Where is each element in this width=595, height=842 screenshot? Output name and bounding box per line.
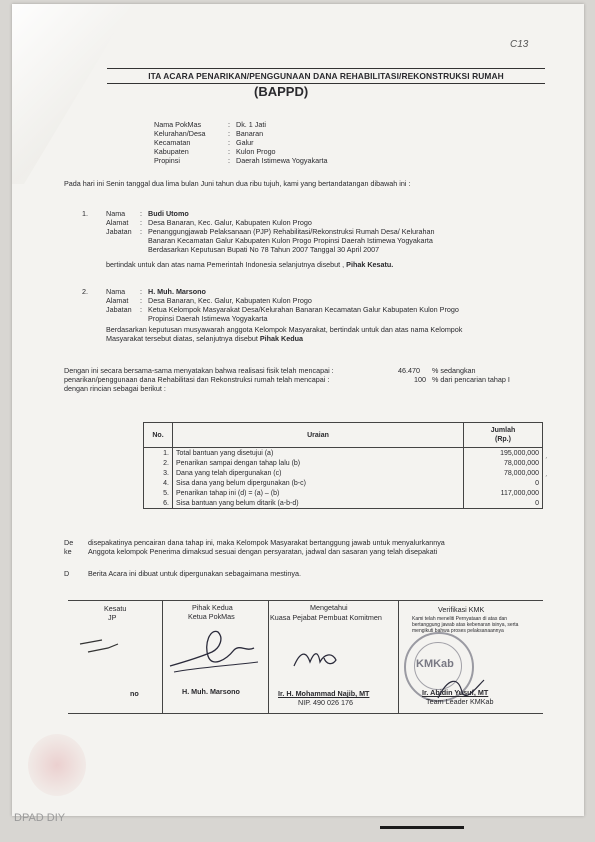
redaction-bar [380, 826, 464, 829]
cell-uraian: Sisa bantuan yang belum ditarik (a-b-d) [173, 498, 464, 509]
statement-line: penarikan/penggunaan dana Rehabilitasi dan Rekonstruksi rumah telah mencapai : [64, 375, 330, 384]
cell-jumlah: 195,000,000 [464, 448, 543, 459]
table-header-row [144, 423, 543, 448]
field-colon: : [140, 227, 142, 236]
signature-name: Ir. Abidin Yusuf, MT [422, 688, 489, 697]
party-closing [106, 260, 393, 269]
cell-jumlah: 117,000,000 [464, 488, 543, 498]
cell-no: 3. [144, 468, 173, 478]
jumlah-unit: (Rp.) [495, 436, 511, 443]
signature-scribble-3 [288, 640, 348, 674]
cell-jumlah: 0 [464, 478, 543, 488]
verification-note: Kami telah meneliti Pernyataan di atas dan [412, 616, 508, 622]
info-colon: : [228, 138, 230, 147]
field-colon: : [140, 209, 142, 218]
party-number: 2. [82, 287, 88, 296]
signature-title: JP [108, 613, 117, 622]
cell-jumlah: 78,000,000 [464, 458, 543, 468]
signature-nip: NIP. 490 026 176 [298, 698, 354, 707]
signature-title: Verifikasi KMK [438, 605, 485, 614]
document-abbreviation: (BAPPD) [254, 84, 309, 99]
signature-name: no [130, 689, 139, 698]
info-colon: : [228, 129, 230, 138]
signature-name: H. Muh. Marsono [182, 687, 240, 696]
verification-note: mengikuti bahwa proses pelaksanaannya [412, 628, 504, 634]
signature-title: Ketua PokMas [188, 612, 235, 621]
table-row [144, 488, 543, 498]
info-value: Daerah Istimewa Yogyakarta [236, 156, 328, 165]
cell-jumlah: 0 [464, 498, 543, 509]
party-address: Desa Banaran, Kec. Galur, Kabupaten Kulon Progo [148, 218, 312, 227]
cell-no: 4. [144, 478, 173, 488]
paragraph-fragment: D [64, 569, 70, 578]
cell-no: 6. [144, 498, 173, 509]
field-label: Nama [106, 209, 126, 218]
info-label: Kelurahan/Desa [154, 129, 206, 138]
party-name: Budi Utomo [148, 209, 189, 218]
statement-line: dengan rincian sebagai berikut : [64, 384, 166, 393]
info-value: Kulon Progo [236, 147, 276, 156]
field-colon: : [140, 218, 142, 227]
cell-uraian: Penarikan sampai dengan tahap lalu (b) [173, 458, 464, 468]
party-closing: Berdasarkan keputusan musyawarah anggota Kelompok Masyarakat, bertindak untuk dan atas nama Kelompok [106, 325, 463, 334]
check-mark: ˊ [545, 474, 548, 483]
column-divider [268, 601, 269, 713]
paragraph-fragment: De [64, 538, 74, 547]
party-designation: Pihak Kedua [259, 334, 303, 343]
column-divider [398, 601, 399, 713]
field-colon: : [140, 305, 142, 314]
cell-jumlah: 78,000,000 [464, 468, 543, 478]
signature-title: Pihak Kedua [192, 603, 233, 612]
statement-line: Dengan ini secara bersama-sama menyatakan bahwa realisasi fisik telah mencapai : [64, 366, 334, 375]
field-colon: : [140, 287, 142, 296]
column-header-no: No. [144, 423, 173, 448]
info-label: Nama PokMas [154, 120, 202, 129]
party-name: H. Muh. Marsono [148, 287, 206, 296]
fund-usage-value: 100 [414, 375, 426, 384]
signature-scribble-2 [164, 622, 264, 678]
statement-unit: % dari pencarian tahap I [432, 375, 510, 384]
field-label: Jabatan [106, 227, 132, 236]
paragraph-line: Anggota kelompok Penerima dimaksud sesuai dengan persyaratan, jadwal dan sasaran yang telah disepakati [88, 547, 438, 556]
signature-role: Team Leader KMKab [426, 697, 494, 706]
closing-text: Masyarakat tersebut diatas, selanjutnya disebut [106, 334, 258, 343]
table-row [144, 498, 543, 509]
info-value: Galur [236, 138, 254, 147]
folded-corner [12, 4, 132, 184]
info-value: Dk. 1 Jati [236, 120, 266, 129]
check-mark: ˊ [545, 456, 548, 465]
cell-uraian: Total bantuan yang disetujui (a) [173, 448, 464, 459]
party-designation: Pihak Kesatu. [346, 260, 394, 269]
cell-no: 2. [144, 458, 173, 468]
signature-title: Mengetahui [310, 603, 348, 612]
cell-uraian: Penarikan tahap ini (d) = (a) – (b) [173, 488, 464, 498]
info-label: Kecamatan [154, 138, 191, 147]
verification-note: bertanggung jawab atas kebenaran isinya, serta [412, 622, 519, 628]
watermark: DPAD DIY [14, 812, 66, 824]
field-label: Alamat [106, 296, 129, 305]
field-label: Alamat [106, 218, 129, 227]
stamp-text: KMKab [416, 658, 454, 670]
table-row [144, 478, 543, 488]
closing-text: bertindak untuk dan atas nama Pemerintah Indonesia selanjutnya disebut , [106, 260, 345, 269]
signature-scribble-4 [432, 668, 492, 708]
party-position: Banaran Kecamatan Galur Kabupaten Kulon Progo Propinsi Daerah Istimewa Yogyakarta [148, 236, 433, 245]
column-divider [162, 601, 163, 713]
paragraph-line: disepakatinya pencairan dana tahap ini, maka Kelompok Masyarakat bertanggung jawab untuk menyalurkannya [88, 538, 445, 547]
party-position: Berdasarkan Keputusan Bupati No 78 Tahun 2007 Tanggal 30 April 2007 [148, 245, 380, 254]
party-closing [106, 334, 303, 343]
info-colon: : [228, 156, 230, 165]
intro-text: Pada hari ini Senin tanggal dua lima bulan Juni tahun dua ribu tujuh, kami yang bertandatangan dibawah ini : [64, 179, 411, 188]
table-row [144, 458, 543, 468]
party-position: Ketua Kelompok Masyarakat Desa/Kelurahan Banaran Kecamatan Galur Kabupaten Kulon Progo [148, 305, 459, 314]
physical-progress-value: 46.470 [398, 366, 420, 375]
paragraph-fragment: ke [64, 547, 72, 556]
handwritten-note: C13 [510, 39, 529, 50]
field-label: Nama [106, 287, 126, 296]
document-page [12, 4, 584, 816]
signature-title: Kesatu [104, 604, 127, 613]
jumlah-label: Jumlah [490, 427, 516, 434]
paragraph-line: Berita Acara ini dibuat untuk dipergunakan sebagaimana mestinya. [88, 569, 301, 578]
party-position: Propinsi Daerah Istimewa Yogyakarta [148, 314, 268, 323]
signature-title: Kuasa Pejabat Pembuat Komitmen [270, 613, 382, 622]
table-row [144, 468, 543, 478]
field-label: Jabatan [106, 305, 132, 314]
party-position: Penanggungjawab Pelaksanaan (PJP) Rehabilitasi/Rekonstruksi Rumah Desa/ Kelurahan [148, 227, 435, 236]
column-header-uraian: Uraian [173, 423, 464, 448]
signature-name: Ir. H. Mohammad Najib, MT [278, 689, 370, 698]
info-value: Banaran [236, 129, 264, 138]
statement-unit: % sedangkan [432, 366, 476, 375]
cell-uraian: Dana yang telah dipergunakan (c) [173, 468, 464, 478]
column-header-jumlah [464, 423, 543, 448]
signature-scribble-1 [74, 626, 154, 666]
party-address: Desa Banaran, Kec. Galur, Kabupaten Kulon Progo [148, 296, 312, 305]
document-title: ITA ACARA PENARIKAN/PENGGUNAAN DANA REHABILITASI/REKONSTRUKSI RUMAH [107, 68, 545, 84]
table-row [144, 448, 543, 459]
archive-logo [28, 734, 86, 796]
party-number: 1. [82, 209, 88, 218]
field-colon: : [140, 296, 142, 305]
cell-no: 5. [144, 488, 173, 498]
table-body [144, 448, 543, 509]
info-colon: : [228, 147, 230, 156]
info-label: Kabupaten [154, 147, 189, 156]
cell-uraian: Sisa dana yang belum dipergunakan (b-c) [173, 478, 464, 488]
info-colon: : [228, 120, 230, 129]
info-label: Propinsi [154, 156, 180, 165]
cell-no: 1. [144, 448, 173, 459]
fund-details-table [143, 422, 543, 509]
